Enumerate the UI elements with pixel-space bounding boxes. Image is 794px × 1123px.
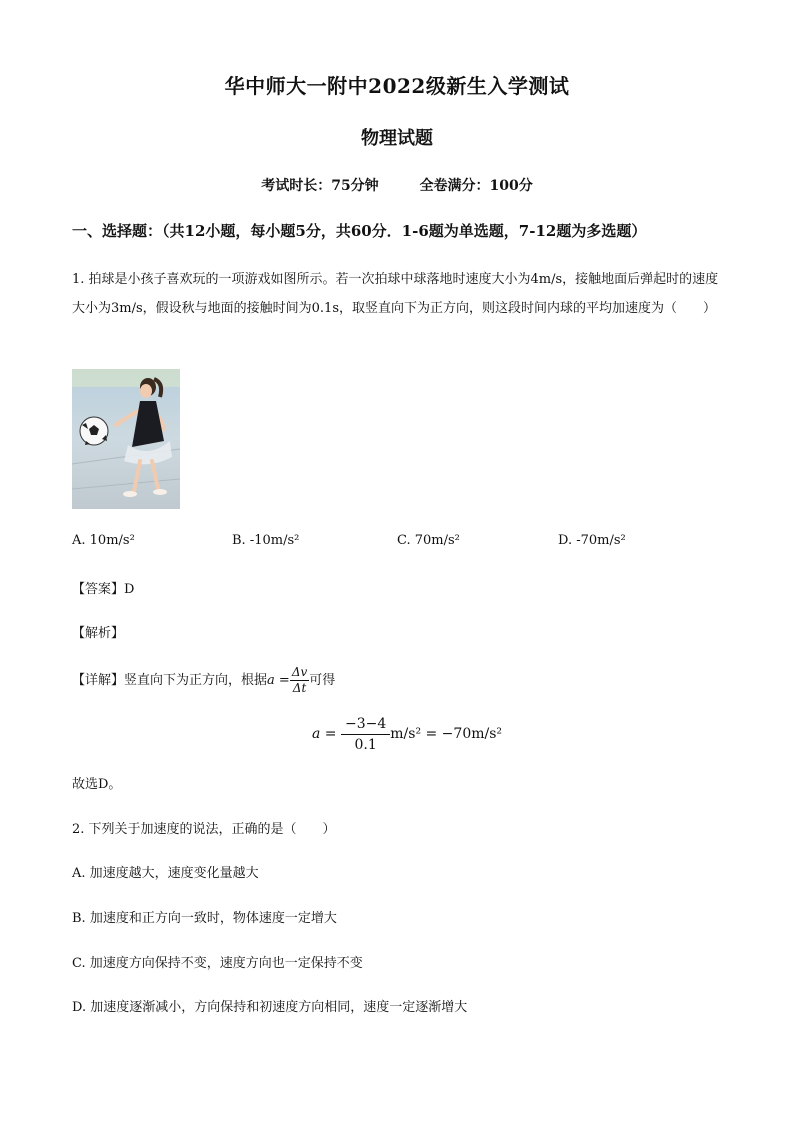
subject-title: 物理试题 bbox=[361, 128, 433, 149]
detail-text-after: 可得 bbox=[309, 673, 336, 688]
exam-duration: 考试时长：75分钟 bbox=[261, 178, 379, 194]
calc-denominator: 0.1 bbox=[354, 736, 377, 753]
girl-ball-illustration bbox=[72, 369, 180, 509]
question-1-option-d: D. -70m/s² bbox=[558, 533, 626, 548]
exam-full-score: 全卷满分：100分 bbox=[419, 178, 533, 194]
calc-fraction bbox=[341, 714, 390, 755]
exam-info bbox=[0, 175, 794, 195]
question-2-stem: 2. 下列关于加速度的说法，正确的是（ ） bbox=[72, 822, 336, 837]
formula-fraction bbox=[290, 665, 309, 696]
calc-rhs: m/s² = −70m/s² bbox=[390, 726, 503, 742]
section-heading: 一、选择题：（共12小题，每小题5分，共60分．1-6题为单选题，7-12题为多选题） bbox=[72, 222, 647, 240]
formula-lhs: a = bbox=[267, 673, 290, 688]
question-1-option-c: C. 70m/s² bbox=[397, 533, 460, 548]
detail-text-before: 竖直向下为正方向，根据 bbox=[124, 673, 268, 688]
question-2-option-d: D. 加速度逐渐减小，方向保持和初速度方向相同，速度一定逐渐增大 bbox=[72, 1000, 468, 1015]
question-2-option-c: C. 加速度方向保持不变，速度方向也一定保持不变 bbox=[72, 956, 363, 971]
calculation-equation bbox=[312, 712, 502, 756]
conclusion: 故选D。 bbox=[72, 777, 122, 792]
analysis-tag: 【解析】 bbox=[72, 626, 125, 641]
detail-line bbox=[72, 664, 335, 698]
question-2-option-a: A. 加速度越大，速度变化量越大 bbox=[72, 866, 259, 881]
answer-line bbox=[72, 578, 134, 597]
calc-numerator: −3−4 bbox=[341, 714, 390, 735]
answer-value: D bbox=[124, 582, 135, 597]
calc-lhs: a = bbox=[312, 726, 337, 742]
question-1-option-a: A. 10m/s² bbox=[72, 533, 135, 548]
question-1-option-b: B. -10m/s² bbox=[232, 533, 300, 548]
formula-denominator: Δt bbox=[292, 681, 307, 695]
exam-title: 华中师大一附中2022级新生入学测试 bbox=[224, 74, 570, 98]
detail-tag: 【详解】 bbox=[72, 673, 125, 688]
question-1-photo bbox=[72, 369, 180, 509]
question-1-stem: 1. 拍球是小孩子喜欢玩的一项游戏如图所示。若一次拍球中球落地时速度大小为4m/s，接触地面后弹起时的速度大小为3m/s，假设秋与地面的接触时间为0.1s，取竖直向下为正方向，则这段时间内球的平均加速度为（ ） bbox=[72, 272, 719, 316]
formula-numerator: Δv bbox=[291, 665, 308, 679]
question-2-option-b: B. 加速度和正方向一致时，物体速度一定增大 bbox=[72, 911, 337, 926]
answer-tag: 【答案】 bbox=[72, 582, 125, 597]
